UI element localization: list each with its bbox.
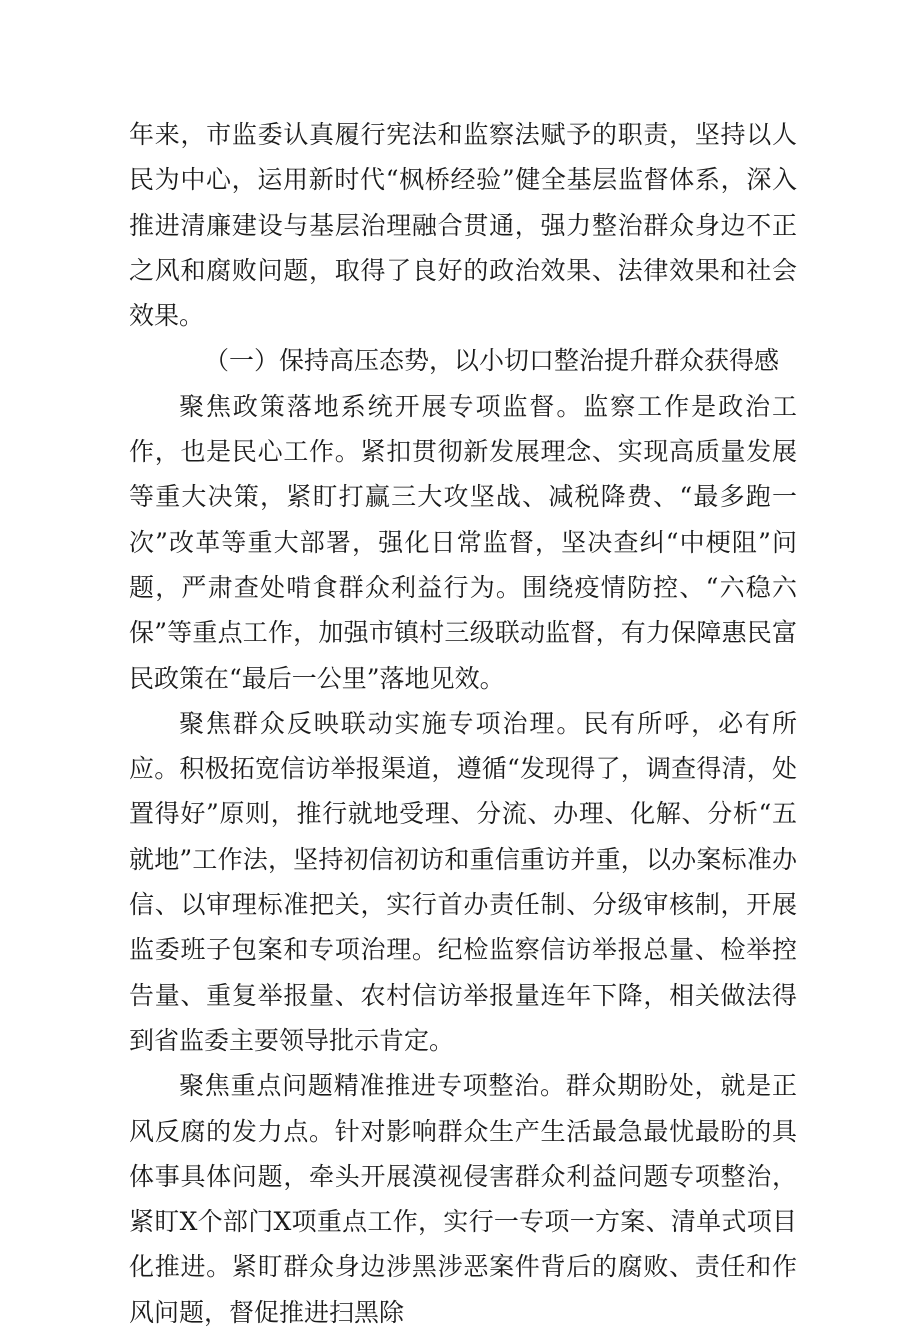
paragraph-intro: 年来，市监委认真履行宪法和监察法赋予的职责，坚持以人民为中心，运用新时代“枫桥经验”健全基层监督体系，深入推进清廉建设与基层治理融合贯通，强力整治群众身边不正之风和腐败问题，取得了良好的政治效果、法律效果和社会效果。 (129, 120, 797, 331)
paragraph-petition-governance: 聚焦群众反映联动实施专项治理。民有所呼，必有所应。积极拓宽信访举报渠道，遵循“发现得了，调查得清，处置得好”原则，推行就地受理、分流、办理、化解、分析“五就地”工作法，坚持初信初访和重信重访并重，以办案标准办信、以审理标准把关，实行首办责任制、分级审核制，开展监委班子包案和专项治理。纪检监察信访举报总量、检举控告量、重复举报量、农村信访举报量连年下降，相关做法得到省监委主要领导批示肯定。 (129, 708, 797, 1055)
paragraph-key-issues: 聚焦重点问题精准推进专项整治。群众期盼处，就是正风反腐的发力点。针对影响群众生产生活最急最忧最盼的具体事具体问题，牵头开展漠视侵害群众利益问题专项整治，紧盯X个部门X项重点工作，实行一专项一方案、清单式项目化推进。紧盯群众身边涉黑涉恶案件背后的腐败、责任和作风问题，督促推进扫黑除 (129, 1071, 797, 1327)
section-heading: （一）保持高压态势，以小切口整治提升群众获得感 (204, 346, 780, 376)
paragraph-policy-supervision: 聚焦政策落地系统开展专项监督。监察工作是政治工作，也是民心工作。紧扣贯彻新发展理念、实现高质量发展等重大决策，紧盯打赢三大攻坚战、减税降费、“最多跑一次”改革等重大部署，强化日常监督，坚决查纠“中梗阻”问题，严肃查处啃食群众利益行为。围绕疫情防控、“六稳六保”等重点工作，加强市镇村三级联动监督，有力保障惠民富民政策在“最后一公里”落地见效。 (129, 391, 797, 693)
document-body (129, 112, 797, 1335)
